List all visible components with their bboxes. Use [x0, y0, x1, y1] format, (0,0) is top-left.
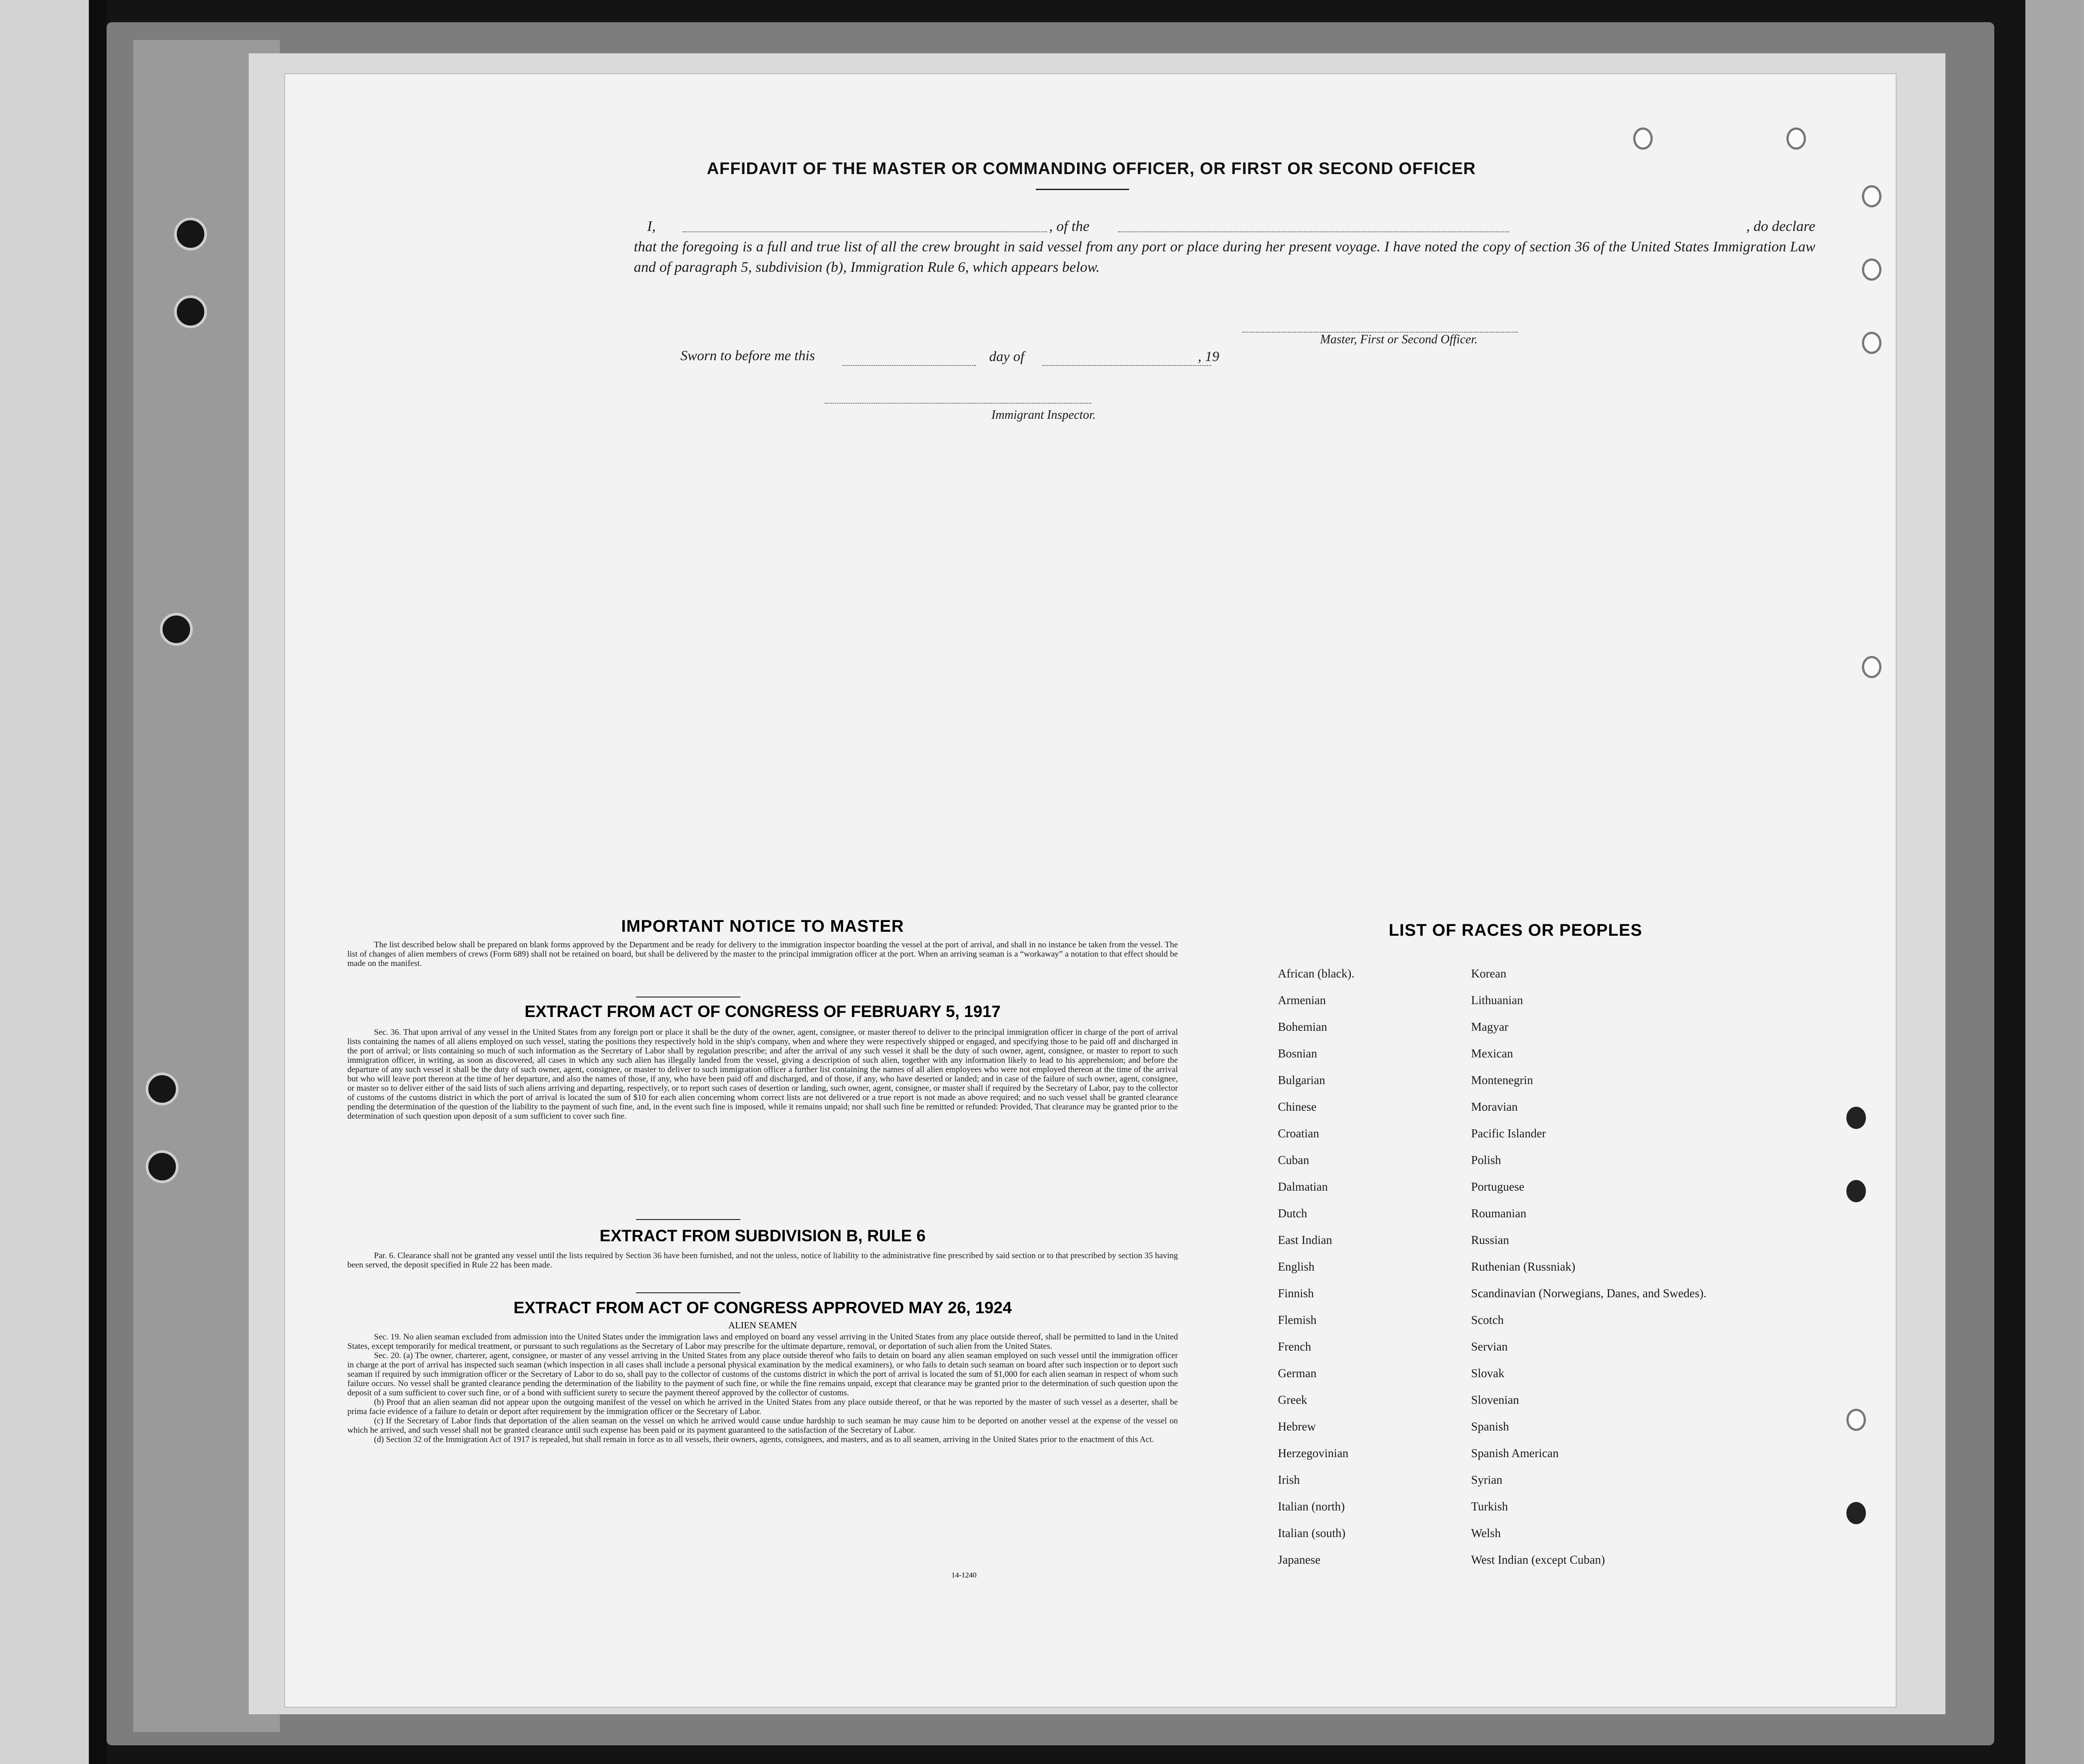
notice-body: The list described below shall be prepared on blank forms approved by the Department and be ready for delivery to the immigration inspector boarding the vessel at the port of arrival, and shall in no instance be taken from the vessel. The list of changes of alien members of crews (Form 689) shall not be retained on board, but shall be delivered by the master to the principal immigration officer at the port. When an arriving seaman is a “workaway” a notation to that effect should be made on the manifest. — [347, 940, 1178, 968]
race-item: Bulgarian — [1278, 1073, 1325, 1087]
notice-title: IMPORTANT NOTICE TO MASTER — [621, 917, 904, 936]
extract-rule6-body: Par. 6. Clearance shall not be granted any vessel until the lists required by Section 36 have been furnished, and not the unless, notice of liability to the administrative fine prescribed by said section or to that prescribed by section 35 having been served, the deposit specified in Rule 22 has been made. — [347, 1251, 1178, 1270]
scanner-edge-right — [2025, 0, 2084, 1764]
race-item: Servian — [1471, 1340, 1508, 1353]
race-item: Dalmatian — [1278, 1180, 1328, 1193]
binder-hole — [174, 218, 207, 250]
race-item: Spanish American — [1471, 1446, 1559, 1460]
inspector-signature-line — [825, 403, 1091, 404]
name-blank-line — [683, 231, 1047, 232]
races-column-2 — [1471, 960, 1782, 1573]
race-item: Ruthenian (Russniak) — [1471, 1260, 1575, 1273]
extract-1924-sec20d: (d) Section 32 of the Immigration Act of 1917 is repealed, but shall remain in force as to all vessels, their owners, agents, consignees, and masters, and as to all seamen, arriving in the United States prior to the enactment of this Act. — [374, 1435, 1154, 1444]
declaration-of-the: , of the — [1049, 219, 1090, 234]
punch-hole — [1846, 1180, 1866, 1202]
race-item: Flemish — [1278, 1313, 1317, 1327]
race-item: African (black). — [1278, 967, 1355, 980]
race-item: Hebrew — [1278, 1420, 1316, 1433]
binder-hole — [160, 613, 193, 646]
race-item: Portuguese — [1471, 1180, 1524, 1193]
year-text: , 19 — [1198, 348, 1219, 364]
manifest-page — [284, 73, 1897, 1708]
race-item: Croatian — [1278, 1127, 1319, 1140]
extract-1924-title: EXTRACT FROM ACT OF CONGRESS APPROVED MAY 26, 1924 — [513, 1299, 1012, 1317]
punch-hole — [1862, 185, 1881, 207]
race-item: Pacific Islander — [1471, 1127, 1546, 1140]
race-item: Mexican — [1471, 1047, 1513, 1060]
extract-1917-rule — [636, 1219, 740, 1220]
extract-1924-sec19: Sec. 19. No alien seaman excluded from admission into the United States under the immigration laws and employed on board any vessel arriving in the United States from any place outside thereof, shall be permitted to land in the United States, except temporarily for medical treatment, or pursuant to such regulations as the Secretary of Labor may prescribe for the ultimate departure, removal, or deportation of such alien from the United States. — [347, 1332, 1178, 1351]
race-item: Chinese — [1278, 1100, 1316, 1113]
binder-hole — [174, 295, 207, 328]
race-item: Finnish — [1278, 1287, 1314, 1300]
extract-1924-sec20a: Sec. 20. (a) The owner, charterer, agent, consignee, or master of any vessel arriving in the United States from any place outside thereof who fails to detain on board any alien seaman employed on such vessel until the immigration officer in charge at the port of arrival has inspected such seaman (which inspection in all cases shall include a personal physical examination by the medical examiners), or who fails to detain such seaman on board after such inspection or to deport such seaman if required by such immigration officer or the Secretary of Labor to do so, shall pay to the collector of customs of the customs district in which the port of arrival is located the sum of $1,000 for each alien seaman in respect of whom such failure occurs. No vessel shall be granted clearance pending the determination of the liability to the payment of such fine, or while the fine remains unpaid, except that clearance may be granted prior to the determination of such question upon the deposit of a sum sufficient to cover such fine, or of a bond with sufficient surety to secure the payment thereof approved by the collector of customs. — [347, 1351, 1178, 1398]
punch-hole — [1846, 1502, 1866, 1524]
race-item: Syrian — [1471, 1473, 1503, 1486]
race-item: English — [1278, 1260, 1315, 1273]
declaration-i: I, — [647, 219, 656, 234]
race-item: Korean — [1471, 967, 1507, 980]
race-item: Slovak — [1471, 1367, 1505, 1380]
extract-rule6-rule — [636, 1292, 740, 1293]
race-item: Lithuanian — [1471, 993, 1523, 1007]
extract-1924-sec20b: (b) Proof that an alien seaman did not appear upon the outgoing manifest of the vessel on which he arrived in the United States from any place outside thereof, or that he was reported by the master of such vessel as a deserter, shall be prima facie evidence of a failure to detain or deport after requirement by the immigration officer or the Secretary of Labor. — [347, 1398, 1178, 1416]
sworn-month-line — [1042, 365, 1211, 366]
race-item: Moravian — [1471, 1100, 1518, 1113]
race-item: Welsh — [1471, 1526, 1501, 1540]
race-item: Italian (north) — [1278, 1500, 1345, 1513]
binder-hole — [146, 1150, 179, 1183]
race-item: Slovenian — [1471, 1393, 1519, 1406]
scanner-gap-left — [89, 0, 107, 1764]
extract-1924-subtitle: ALIEN SEAMEN — [728, 1320, 797, 1331]
punch-hole — [1862, 258, 1881, 281]
sworn-text: Sworn to before me this — [680, 347, 815, 363]
race-item: Greek — [1278, 1393, 1307, 1406]
punch-hole — [1862, 332, 1881, 354]
race-item: Italian (south) — [1278, 1526, 1346, 1540]
punch-hole — [1846, 1409, 1866, 1431]
vessel-blank-line — [1118, 231, 1509, 232]
form-number: 14-1240 — [951, 1571, 977, 1579]
race-item: West Indian (except Cuban) — [1471, 1553, 1605, 1566]
declaration-body: that the foregoing is a full and true list of all the crew brought in said vessel from any port or place during her present voyage. I have noted the copy of section 36 of the United States Immigration Law and of paragraph 5, subdivision (b), Immigration Rule 6, which appears below. — [634, 239, 1815, 275]
punch-hole — [1786, 127, 1806, 150]
race-item: Cuban — [1278, 1153, 1309, 1167]
extract-1917-title: EXTRACT FROM ACT OF CONGRESS OF FEBRUARY 5, 1917 — [525, 1002, 1001, 1021]
day-of-text: day of — [989, 348, 1025, 364]
race-item: Montenegrin — [1471, 1073, 1533, 1087]
race-item: Bohemian — [1278, 1020, 1327, 1033]
race-item: French — [1278, 1340, 1311, 1353]
race-item: Scandinavian (Norwegians, Danes, and Swedes). — [1471, 1287, 1707, 1300]
inspector-label: Immigrant Inspector. — [991, 408, 1096, 422]
scanner-edge-left — [0, 0, 89, 1764]
declaration-do-declare: , do declare — [1746, 219, 1815, 234]
race-item: Bosnian — [1278, 1047, 1317, 1060]
signature-label: Master, First or Second Officer. — [1320, 333, 1478, 346]
extract-1924-sec20c: (c) If the Secretary of Labor finds that deportation of the alien seaman on the vessel on which he arrived would cause undue hardship to such seaman he may cause him to be deported on another vessel at the expense of the vessel on which he arrived, and such vessel shall not be granted clearance until such expense has been paid or its payment guaranteed to the satisfaction of the Secretary of Labor. — [347, 1416, 1178, 1435]
race-item: East Indian — [1278, 1233, 1332, 1247]
races-column-1 — [1278, 960, 1456, 1573]
punch-hole — [1846, 1107, 1866, 1129]
binder-hole — [146, 1073, 179, 1105]
sworn-day-line — [843, 365, 976, 366]
race-item: Scotch — [1471, 1313, 1504, 1327]
punch-hole — [1862, 656, 1881, 678]
race-item: Russian — [1471, 1233, 1509, 1247]
affidavit-rule — [1036, 189, 1129, 190]
affidavit-declaration — [634, 216, 1815, 278]
race-item: Dutch — [1278, 1207, 1307, 1220]
race-item: Magyar — [1471, 1020, 1508, 1033]
extract-1924-body — [347, 1332, 1178, 1444]
race-item: Roumanian — [1471, 1207, 1527, 1220]
affidavit-title: AFFIDAVIT OF THE MASTER OR COMMANDING OFFICER, OR FIRST OR SECOND OFFICER — [707, 159, 1476, 178]
race-item: Polish — [1471, 1153, 1501, 1167]
race-item: Japanese — [1278, 1553, 1320, 1566]
race-item: Spanish — [1471, 1420, 1509, 1433]
extract-1917-body: Sec. 36. That upon arrival of any vessel in the United States from any foreign port or place it shall be the duty of the owner, agent, consignee, or master thereof to deliver to the principal immigration officer in charge of the port of arrival lists containing the names of all aliens employed on such vessel, stating the positions they respectively hold in the ship's company, when and where they were respectively shipped or engaged, and specifying those to be paid off and discharged in the port of arrival; or lists containing so much of such information as the Secretary of Labor shall by regulation prescribe; and after the arrival of any such vessel it shall be the duty of such owner, agent, consignee, or master to report to such immigration officer, in writing, as soon as discovered, all cases in which any such alien has illegally landed from the vessel, giving a description of such alien, together with any information likely to lead to his apprehension; and before the departure of any such vessel it shall be the duty of such owner, agent, consignee, or master to deliver to such immigration officer a further list containing the names of all alien employees who were not employed thereon at the time of the arrival but who will leave port thereon at the time of her departure, and also the names of those, if any, who have been paid off and discharged, and of those, if any, who have deserted or landed; and in case of the failure of such owner, agent, consignee, or master so to deliver either of the said lists of such aliens arriving and departing, respectively, or to report such cases of desertion or landing, such owner, agent, consignee, or master shall if required by the Secretary of Labor, pay to the collector of customs of the customs district in which the port of arrival is located the sum of $10 for each alien concerning whom correct lists are not delivered or a true report is not made as above required; and no such vessel shall be granted clearance pending the determination of the question of the liability to the payment of such fine, and, in the event such fine is imposed, while it remains unpaid; nor shall such fine be remitted or refunded: Provided, That clearance may be granted prior to the determination of such question upon deposit of a sum sufficient to cover such fine. — [347, 1028, 1178, 1121]
punch-hole — [1633, 127, 1653, 150]
extract-rule6-title: EXTRACT FROM SUBDIVISION B, RULE 6 — [600, 1227, 926, 1245]
race-item: Irish — [1278, 1473, 1300, 1486]
race-item: Herzegovinian — [1278, 1446, 1348, 1460]
race-item: German — [1278, 1367, 1316, 1380]
races-title: LIST OF RACES OR PEOPLES — [1388, 921, 1643, 940]
race-item: Turkish — [1471, 1500, 1508, 1513]
race-item: Armenian — [1278, 993, 1326, 1007]
